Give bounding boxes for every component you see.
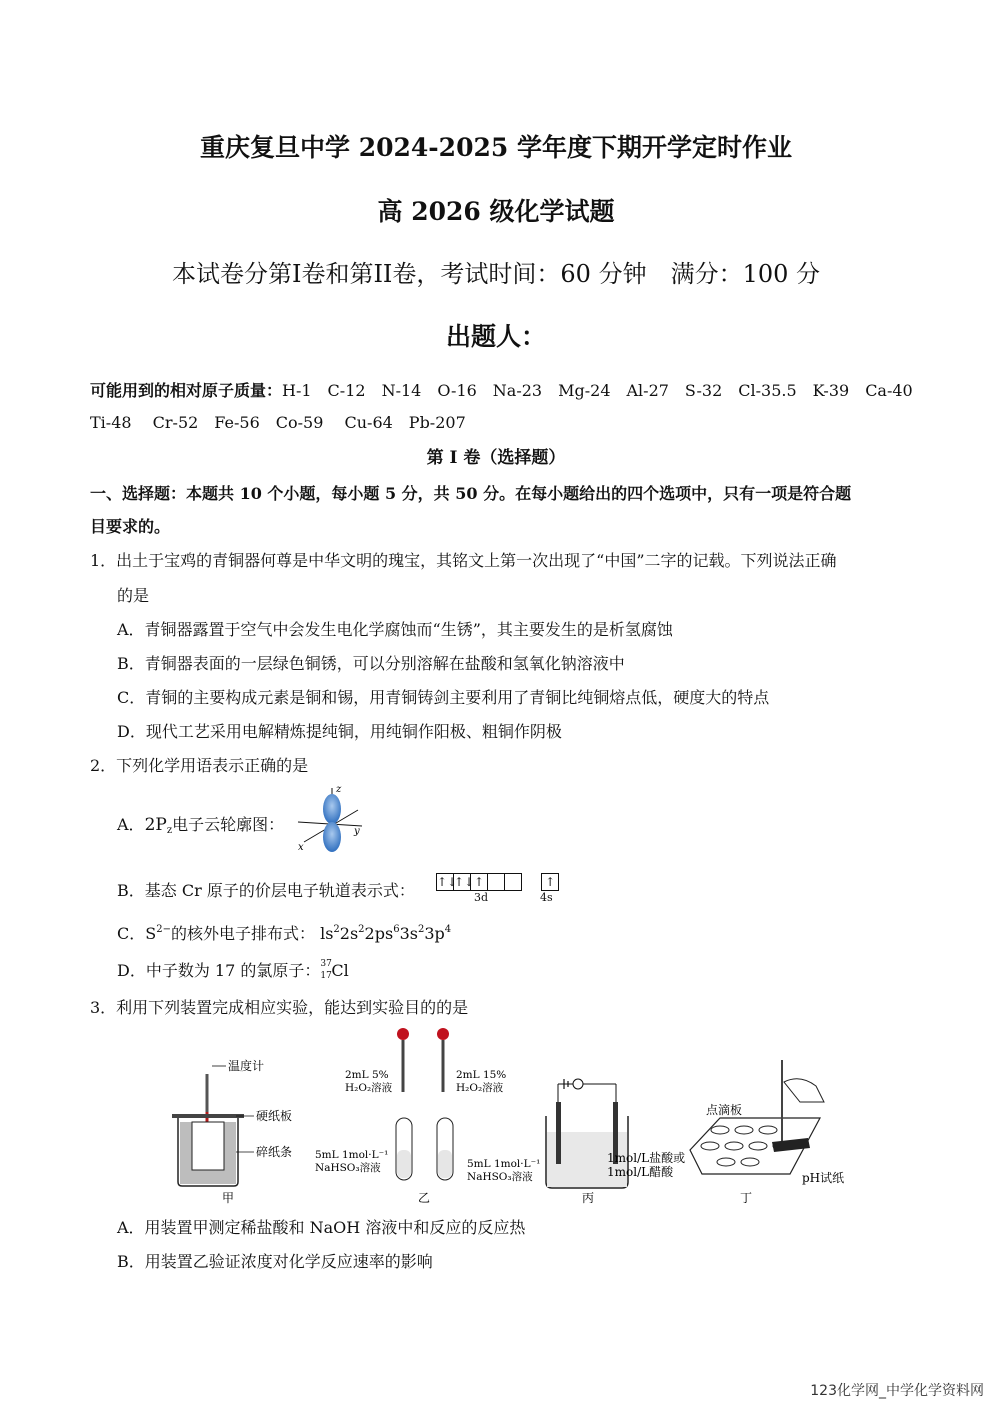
q3-figure <box>160 1022 860 1208</box>
q2-option-d <box>117 958 349 981</box>
apparatus-yi <box>315 1028 540 1205</box>
config-subshell: 3p <box>424 924 445 943</box>
inner-beaker <box>192 1122 224 1170</box>
q3-option-b: B．用装置乙验证浓度对化学反应速率的影响 <box>117 1252 433 1271</box>
section-instruction-2: 目要求的。 <box>90 517 171 536</box>
config-exponent: 2 <box>417 924 425 935</box>
q1-stem-1: 1．出土于宝鸡的青铜器何尊是中华文明的瑰宝，其铭文上第一次出现了“中国”二字的记载。下列说法正确 <box>90 551 837 570</box>
config-subshell: 2ps <box>364 924 394 943</box>
nuclide-notation <box>320 958 332 981</box>
atomic-number: 17 <box>320 970 332 981</box>
atomic-masses-values1: H-1 C-12 N-14 O-16 Na-23 Mg-24 Al-27 S-32 Cl-35.5 K-39 Ca-40 <box>282 381 913 400</box>
footer-watermark: 123化学网_中学化学资料网 <box>810 1383 984 1399</box>
hand <box>784 1079 824 1102</box>
config-subshell: ls <box>320 924 334 943</box>
yi-right-bottom-1: 5mL 1mol·L⁻¹ <box>467 1158 541 1170</box>
atomic-masses-line1 <box>90 378 913 401</box>
orbital-box: ↑ <box>541 873 559 891</box>
cardboard <box>172 1114 244 1118</box>
q2-a-text: 电子云轮廓图： <box>172 815 285 834</box>
orbital-label-3d: 3d <box>474 891 489 904</box>
yi-right-bottom-2: NaHSO₃溶液 <box>467 1171 533 1183</box>
q2-a-prefix: A． <box>117 815 145 834</box>
orbital-box: ↑↓ <box>437 874 458 889</box>
q2-d-text: D．中子数为 17 的氯原子： <box>117 961 321 980</box>
ding-plate-label: 点滴板 <box>706 1103 743 1117</box>
electrode-left <box>556 1102 561 1164</box>
config-subshell: 2s <box>339 924 359 943</box>
caption-ding: 丁 <box>740 1191 753 1205</box>
dropper-bulb-left <box>397 1028 409 1040</box>
orbital-box <box>487 873 505 891</box>
q1-stem-2: 的是 <box>117 586 150 605</box>
q2-stem: 2．下列化学用语表示正确的是 <box>90 756 309 775</box>
label-strips: 碎纸条 <box>256 1145 293 1159</box>
yi-left-top-2: H₂O₂溶液 <box>345 1082 393 1094</box>
q2-c-charge: 2− <box>156 924 171 935</box>
orbital-box <box>504 873 522 891</box>
exam-author: 出题人： <box>445 322 546 351</box>
q2-c-text2: 的核外电子排布式： <box>170 924 315 943</box>
label-thermometer: 温度计 <box>228 1059 265 1073</box>
bing-label-1: 1mol/L盐酸或 <box>607 1151 686 1165</box>
q1-option-b: B．青铜器表面的一层绿色铜锈，可以分别溶解在盐酸和氢氧化钠溶液中 <box>117 654 625 673</box>
config-exponent: 6 <box>393 924 400 935</box>
p-orbital-diagram <box>290 782 370 854</box>
yi-left-bottom-2: NaHSO₃溶液 <box>315 1162 381 1174</box>
apparatus-ding <box>690 1060 844 1205</box>
y-axis-label: y <box>354 826 360 837</box>
caption-bing: 丙 <box>582 1191 595 1205</box>
caption-jia: 甲 <box>222 1191 235 1205</box>
q2-a-orbital: 2P <box>144 815 167 835</box>
electron-configuration <box>320 924 451 943</box>
lower-lobe <box>323 822 341 852</box>
orbital-label-4s: 4s <box>540 891 553 904</box>
z-axis-label: z <box>336 784 342 795</box>
yi-left-top-1: 2mL 5% <box>345 1069 389 1081</box>
bing-label-2: 1mol/L醋酸 <box>607 1165 674 1179</box>
atomic-masses-label: 可能用到的相对原子质量： <box>90 381 283 400</box>
orbital-box: ↑↓ <box>454 874 475 889</box>
orbital-boxes <box>437 871 559 891</box>
q1-option-c: C．青铜的主要构成元素是铜和锡，用青铜铸剑主要利用了青铜比纯铜熔点低，硬度大的特点 <box>117 688 770 707</box>
q1-option-d: D．现代工艺采用电解精炼提纯铜，用纯铜作阳极、粗铜作阴极 <box>117 722 562 741</box>
q2-option-b: B．基态 Cr 原子的价层电子轨道表示式： <box>117 881 415 900</box>
exam-subtitle: 高 2026 级化学试题 <box>377 197 615 226</box>
q2-option-c <box>117 921 451 944</box>
dropper-bulb-right <box>437 1028 449 1040</box>
bulb <box>573 1079 583 1089</box>
yi-right-top-1: 2mL 15% <box>456 1069 507 1081</box>
yi-left-bottom-1: 5mL 1mol·L⁻¹ <box>315 1149 389 1161</box>
q3-stem: 3．利用下列装置完成相应实验，能达到实验目的的是 <box>90 998 469 1017</box>
exam-title: 重庆复旦中学 2024-2025 学年度下期开学定时作业 <box>200 133 792 162</box>
q3-option-a: A．用装置甲测定稀盐酸和 NaOH 溶液中和反应的反应热 <box>117 1218 526 1237</box>
q2-a-orbital-sub: z <box>166 825 173 836</box>
orbital-boxes-3d <box>437 871 522 890</box>
orbital-box: ↑ <box>470 873 488 891</box>
caption-yi: 乙 <box>418 1191 431 1205</box>
upper-lobe <box>323 794 341 824</box>
yi-right-top-2: H₂O₂溶液 <box>456 1082 504 1094</box>
q2-option-a <box>117 812 284 836</box>
section-title: 第 I 卷（选择题） <box>426 448 566 468</box>
element-symbol: Cl <box>331 961 349 980</box>
x-axis-label: x <box>298 842 304 853</box>
q2-c-text: C．S <box>117 924 157 943</box>
orbital-boxes-4s <box>542 871 559 890</box>
label-board: 硬纸板 <box>256 1109 293 1123</box>
ding-paper-label: pH试纸 <box>802 1171 845 1185</box>
config-exponent: 2 <box>358 924 365 935</box>
mass-number: 37 <box>320 958 332 969</box>
config-exponent: 2 <box>333 924 340 935</box>
config-exponent: 4 <box>444 924 452 935</box>
config-subshell: 3s <box>399 924 418 943</box>
section-instruction-1: 一、选择题：本题共 10 个小题，每小题 5 分，共 50 分。在每小题给出的四个选项中，只有一项是符合题 <box>90 484 852 503</box>
apparatus-jia <box>172 1058 292 1205</box>
exam-info: 本试卷分第I卷和第II卷，考试时间：60 分钟 满分：100 分 <box>171 260 821 288</box>
q1-option-a: A．青铜器露置于空气中会发生电化学腐蚀而“生锈”，其主要发生的是析氢腐蚀 <box>117 620 673 639</box>
atomic-masses-line2: Ti-48 Cr-52 Fe-56 Co-59 Cu-64 Pb-207 <box>90 413 466 432</box>
apparatus-bing <box>546 1079 685 1205</box>
